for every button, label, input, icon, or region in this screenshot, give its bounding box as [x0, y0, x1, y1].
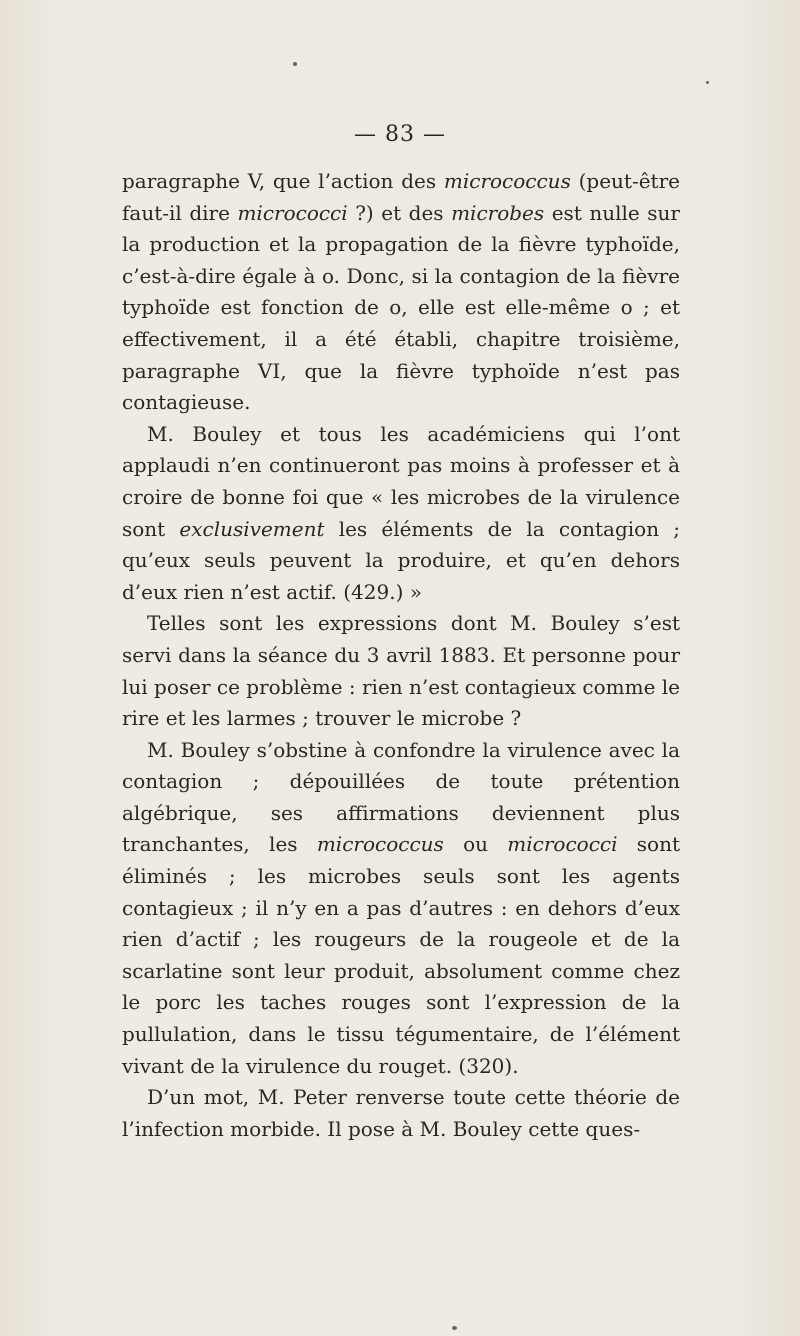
text-run: M. Bouley et tous les académiciens qui l’ont applaudi n’en continueront pas moins à professer et à croire de bonne foi que « les microbes de la virulence sont: [122, 421, 680, 541]
text-run: ou: [443, 832, 508, 857]
paragraph-1: [122, 166, 680, 419]
italic-term: exclusivement: [179, 516, 325, 541]
text-run: ?) et des: [347, 200, 452, 225]
paragraph-5: [122, 1082, 680, 1145]
paragraph-3: [122, 608, 680, 734]
body-text: [122, 166, 680, 1145]
italic-term: microbes: [451, 200, 545, 225]
italic-term: micrococcus: [316, 832, 444, 857]
text-run: les éléments de la contagion ; qu’eux seuls peuvent la produire, et qu’en dehors d’eux rien n’est actif. (429.) »: [122, 516, 680, 604]
paper-speck: [452, 1326, 457, 1330]
paragraph-4: [122, 735, 680, 1083]
italic-term: micrococcus: [443, 169, 571, 193]
page-number: — 83 —: [354, 122, 446, 147]
text-run: est nulle sur la production et la propagation de la fièvre typhoïde, c’est-à-dire égale à o. Donc, si la contagion de la fièvre typhoïde est fonction de o, elle est elle-même o ; et effectivement, il a été établi, chapitre troisième, paragraphe VI, que la fièvre typhoïde n’est pas contagieuse.: [122, 200, 680, 415]
text-run: sont éliminés ; les microbes seuls sont les agents contagieux ; il n’y en a pas d’autres : en dehors d’eux rien d’actif ; les rougeurs de la rougeole et de la scarlatine sont leur produit, absolument comme chez le porc les taches rouges sont l’expression de la pullulation, dans le tissu tégumentaire, de l’élément vivant de la virulence du rouget. (320).: [122, 832, 680, 1078]
italic-term: micrococci: [507, 832, 618, 857]
text-run: M. Bouley s’obstine à confondre la virulence avec la contagion ; dépouillées de toute prétention algébrique, ses affirmations deviennent plus tranchantes, les: [122, 737, 680, 857]
paper-speck: [706, 81, 709, 84]
paragraph-2: [122, 419, 680, 609]
text-run: Telles sont les expressions dont M. Bouley s’est servi dans la séance du 3 avril 1883. Et personne pour lui poser ce problème : rien n’est contagieux comme le rire et les larmes ; trouver le microbe ?: [122, 611, 680, 731]
text-run: paragraphe V, que l’action des: [122, 169, 444, 193]
text-run: D’un mot, M. Peter renverse toute cette théorie de l’infection morbide. Il pose à M. Bouley cette ques-: [122, 1085, 680, 1141]
italic-term: micrococci: [237, 200, 348, 225]
text-run: (peut-être faut-il dire: [122, 169, 680, 225]
paper-speck: [293, 62, 297, 66]
